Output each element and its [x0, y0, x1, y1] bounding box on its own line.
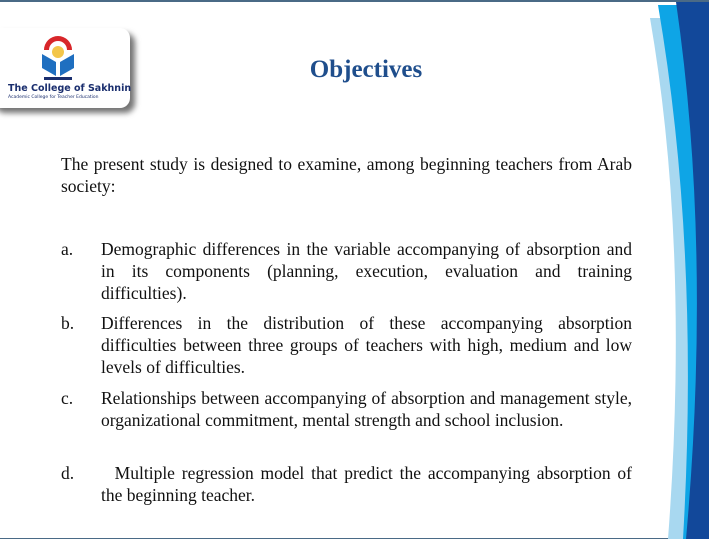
- objective-item: [61, 387, 632, 431]
- item-text: Differences in the distribution of these accompanying absorption difficulties between three groups of teachers with high, medium and low levels of difficulties.: [101, 313, 632, 377]
- item-label: b.: [61, 313, 75, 333]
- objective-item: [61, 312, 632, 378]
- objective-item: [61, 238, 632, 304]
- item-text: Relationships between accompanying of absorption and management style, organizational commitment, mental strength and school inclusion.: [101, 388, 632, 430]
- intro-text: The present study is designed to examine, among beginning teachers from Arab society:: [61, 154, 632, 196]
- slide-title: Objectives: [309, 56, 423, 83]
- item-text: Demographic differences in the variable accompanying of absorption and in its components (planning, execution, evaluation and training difficulties).: [101, 239, 632, 303]
- item-label: d.: [61, 463, 75, 483]
- logo-subtitle: Academic College for Teacher Education: [8, 95, 99, 100]
- item-text: Multiple regression model that predict the accompanying absorption of the beginning teacher.: [101, 463, 637, 505]
- item-label: c.: [61, 388, 74, 408]
- logo-name: The College of Sakhnin: [8, 83, 132, 94]
- item-label: a.: [61, 239, 74, 259]
- objective-item: [61, 462, 637, 506]
